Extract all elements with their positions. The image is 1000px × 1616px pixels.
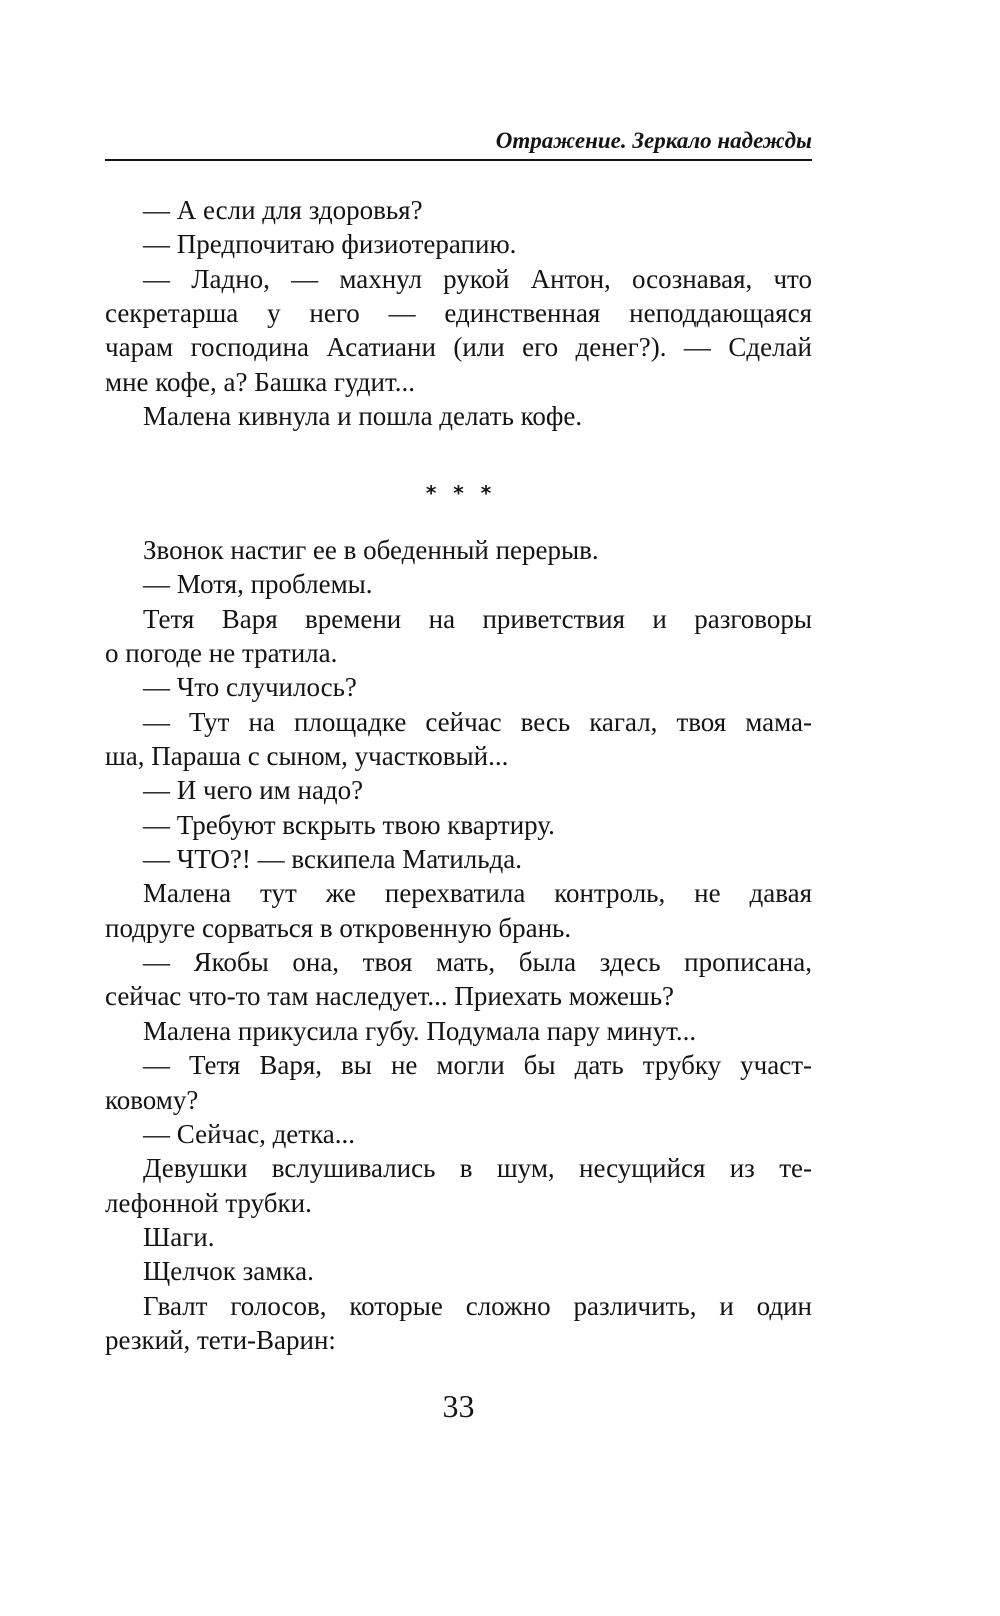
text-line: — Что случилось? [143, 672, 357, 703]
text-line: — Требуют вскрыть твою квартиру. [143, 809, 555, 840]
text-line: — ЧТО?! — вскипела Матильда. [143, 844, 522, 875]
text-line: Тетя Варя времени на приветствия и разговоры [143, 603, 812, 634]
text-line: — А если для здоровья? [143, 195, 423, 225]
text-line: лефонной трубки. [105, 1187, 312, 1218]
text-line: Звонок настиг ее в обеденный перерыв. [143, 535, 599, 565]
text-line: ша, Параша с сыном, участковый... [105, 741, 509, 772]
section-separator: * * * [425, 481, 492, 505]
text-line: Девушки вслушивались в шум, несущийся из те- [143, 1153, 812, 1184]
text-line: Малена прикусила губу. Подумала пару минут... [143, 1015, 697, 1046]
text-line: Малена тут же перехватила контроль, не давая [143, 878, 812, 909]
text-line: секретарша у него — единственная неподдающаяся [105, 298, 812, 329]
text-line: подруге сорваться в откровенную брань. [105, 912, 572, 943]
text-line: — Сейчас, детка... [143, 1118, 356, 1149]
text-line: сейчас что-то там наследует... Приехать можешь? [105, 981, 675, 1012]
text-line: о погоде не тратила. [105, 638, 338, 669]
text-line: чарам господина Асатиани (или его денег?). — Сделай [105, 332, 812, 363]
text-line: — Предпочитаю физиотерапию. [143, 229, 517, 260]
header-rule [105, 159, 812, 161]
text-section-1 [105, 193, 812, 433]
page-number: 33 [442, 1388, 475, 1424]
running-head-title: Отражение. Зеркало надежды [495, 128, 812, 153]
text-line: Гвалт голосов, которые сложно различить, и один [143, 1290, 812, 1321]
text-line: Малена кивнула и пошла делать кофе. [143, 401, 583, 432]
text-line: — Тетя Варя, вы не могли бы дать трубку участ- [143, 1050, 812, 1081]
text-line: мне кофе, а? Башка гудит... [105, 366, 416, 397]
text-line: Шаги. [143, 1221, 215, 1252]
text-line: — Якобы она, твоя мать, была здесь прописана, [143, 947, 812, 978]
text-line: — Мотя, проблемы. [143, 569, 373, 600]
text-line: Щелчок замка. [143, 1256, 314, 1287]
text-line: — Ладно, — махнул рукой Антон, осознавая, что [143, 263, 812, 294]
text-line: — Тут на площадке сейчас весь кагал, твоя мама- [143, 706, 812, 737]
text-line: ковому? [105, 1084, 199, 1115]
text-line: резкий, тети-Варин: [105, 1324, 336, 1355]
text-line: — И чего им надо? [143, 775, 364, 806]
text-section-2 [105, 533, 812, 1357]
